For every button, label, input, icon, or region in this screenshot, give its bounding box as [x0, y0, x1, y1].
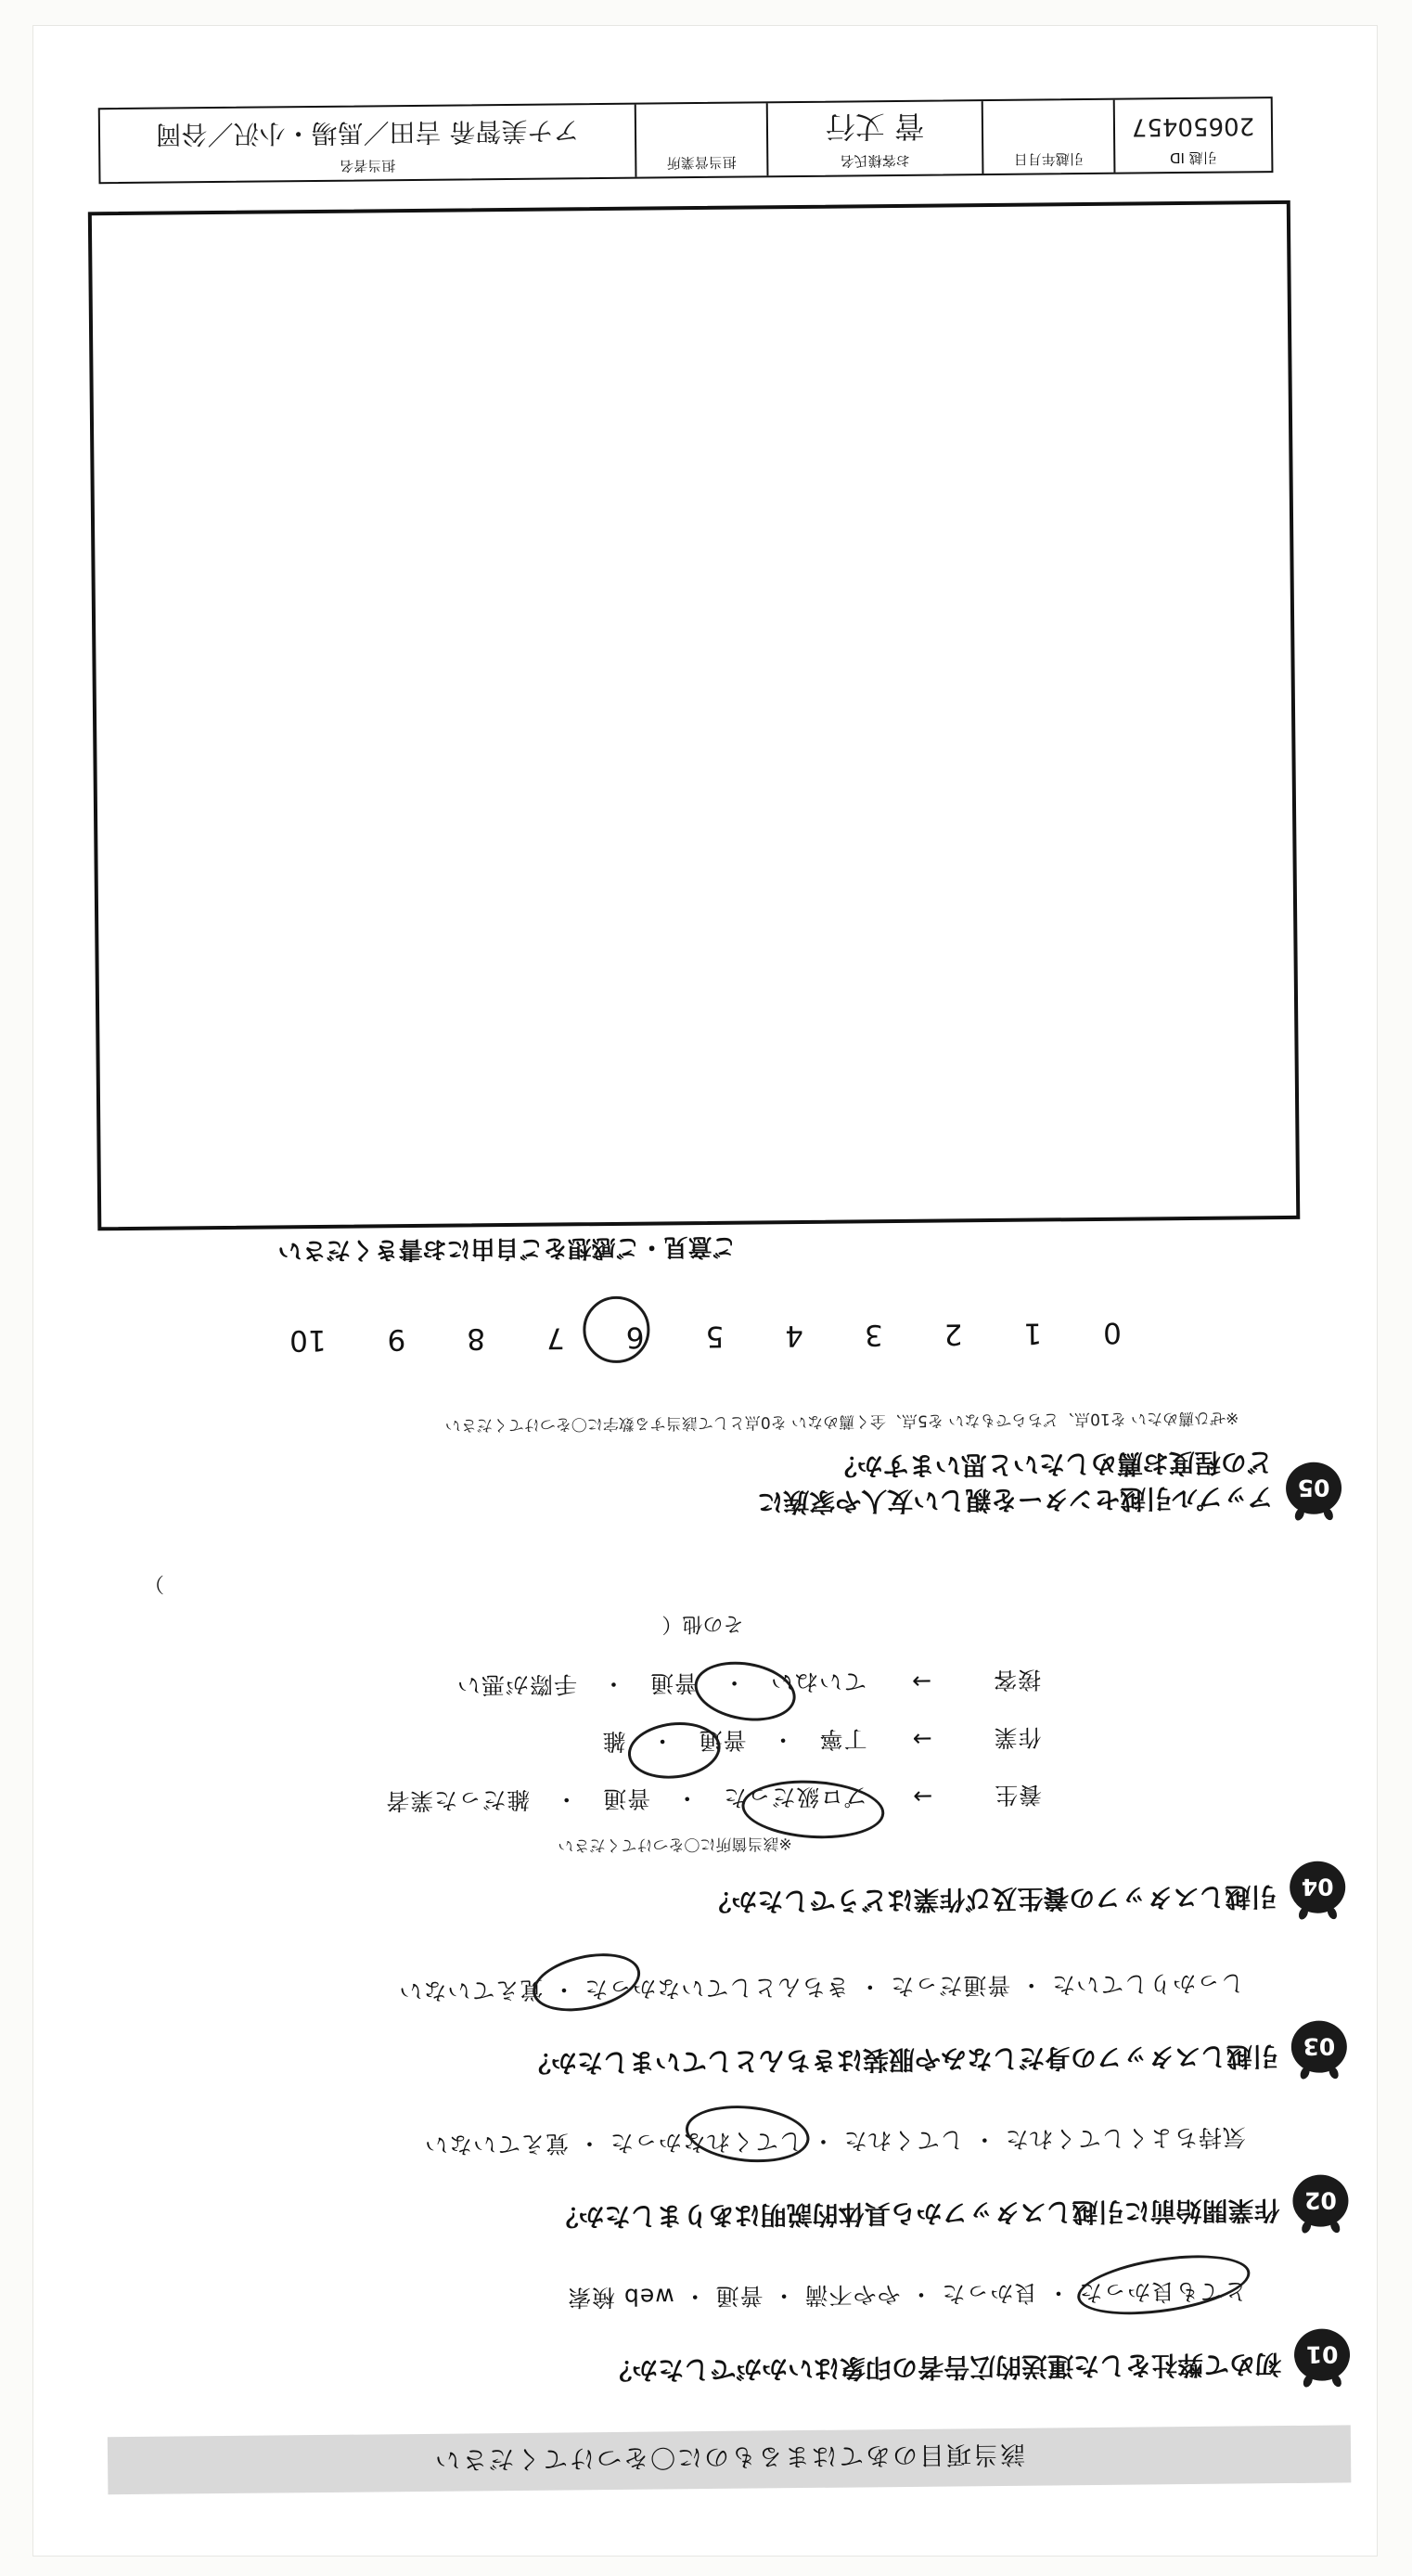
footer-value-date [983, 100, 1113, 148]
option-01-0[interactable]: とても良かった [1078, 2277, 1248, 2307]
nps-value-10[interactable]: 10 [289, 1322, 327, 1358]
comment-label: ご意見・ご感想をご自由にお書きください [277, 1231, 737, 1265]
question-note-05: ※ぜひ薦めたい を10点、どちらでもない を5点、全く薦めない を0点として該当する数字に〇をつけてください [444, 1408, 1239, 1436]
q4-row-2: 接客 → ていねい ・ 普通 ・ 手際が悪い [37, 1665, 1041, 1707]
footer-label-customer: お客様氏名 [840, 151, 910, 170]
nps-value-5[interactable]: 5 [705, 1319, 725, 1353]
footer-value-branch [636, 103, 766, 151]
question-block-05 [34, 1407, 1379, 1526]
footer-label-staff: 担当者名 [340, 157, 396, 174]
question-text-04: 引越しスタッフの養生及び作業はどうでしたか？ [705, 1881, 1277, 1918]
q4-row-label-2: 接客 [992, 1666, 1042, 1694]
question-badge-04: 04 [1290, 1861, 1346, 1913]
option-02-0[interactable]: 気持ちよくしてくれた [1004, 2123, 1246, 2153]
q4-opt-0-0[interactable]: プロ級だった [723, 1783, 868, 1811]
question-text-01: 初めて弊社をした運送的広告者の印象はいかがでしたか？ [605, 2349, 1282, 2387]
footer-table [98, 97, 1274, 184]
footer-label-branch: 担当営業所 [666, 153, 737, 172]
footer-label-date: 引越年月日 [1013, 150, 1084, 168]
q4-row-1: 作業 → 丁寧 ・ 普通 ・ 雑 [38, 1722, 1042, 1765]
q4-opt-2-0[interactable]: ていねい [769, 1668, 867, 1696]
nps-value-2[interactable]: 2 [943, 1317, 963, 1351]
option-01-3[interactable]: 普通 [714, 2282, 764, 2310]
footer-cell-customer [766, 101, 982, 175]
header-instruction-text: 該当項目のあてはまるものに〇をつけてください [432, 2440, 1026, 2475]
q4-opt-0-2[interactable]: 雑だった業者 [385, 1785, 531, 1815]
question-note-04: ※該当箇所に〇をつけてください [558, 1834, 792, 1855]
arrow-icon-0: → [912, 1784, 933, 1811]
arrow-icon-2: → [910, 1668, 932, 1696]
question-block-03 [40, 1966, 1384, 2085]
nps-value-9[interactable]: 9 [387, 1322, 406, 1357]
q4-row-label-0: 養生 [994, 1781, 1043, 1810]
footer-value-staff: アナ美智希 吉田／馬場・小沢／谷岡 [155, 115, 580, 151]
question-badge-01: 01 [1294, 2328, 1351, 2381]
question-badge-05: 05 [1286, 1462, 1342, 1514]
q4-opt-1-0[interactable]: 丁寧 [818, 1725, 867, 1753]
option-03-1[interactable]: 普通だった [890, 1971, 1011, 2001]
question-block-04 [36, 1559, 1383, 1926]
question-text-02: 作業開始前に引越しスタッフから具体的説明はありましたか？ [552, 2195, 1280, 2233]
option-02-1[interactable]: してくれた [842, 2126, 965, 2155]
option-03-3[interactable]: 覚えていない [398, 1976, 544, 2005]
question-options-03: しっかりしていた ・ 普通だった ・ きちんとしていなかった ・ 覚えていない [398, 1969, 1245, 2005]
option-01-4[interactable]: web 検索 [566, 2283, 674, 2312]
nps-value-4[interactable]: 4 [785, 1318, 804, 1353]
footer-cell-date [982, 100, 1114, 174]
option-03-0[interactable]: しっかりしていた [1051, 1969, 1245, 1999]
option-01-2[interactable]: やや不満 [803, 2281, 901, 2310]
paper-sheet [33, 26, 1377, 2556]
q4-other-text: その他（ [661, 1611, 744, 1636]
q4-row-label-1: 作業 [993, 1723, 1042, 1752]
question-text-03: 引越しスタッフの身だしなみや服装はきちんとしていましたか？ [524, 2041, 1279, 2079]
q4-opt-2-1[interactable]: 普通 [648, 1669, 699, 1697]
q4-row-0: 養生 → プロ級だった ・ 普通 ・ 雑だった業者 [38, 1780, 1042, 1823]
option-03-2[interactable]: きちんとしていなかった [584, 1973, 850, 2003]
footer-value-customer: 菅 丈行 [825, 108, 925, 145]
option-02-2[interactable]: してくれなかった [609, 2128, 803, 2157]
question-badge-02: 02 [1292, 2174, 1349, 2227]
arrow-icon-1: → [911, 1726, 932, 1754]
footer-cell-branch [635, 103, 767, 176]
question-badge-03: 03 [1291, 2020, 1348, 2073]
nps-scale-row [33, 1313, 1377, 1359]
question-options-02: 気持ちよくしてくれた ・ してくれた ・ してくれなかった ・ 覚えていない [423, 2123, 1246, 2158]
footer-label-id: 引越 ID [1169, 148, 1217, 167]
nps-value-6[interactable]: 6 [625, 1320, 645, 1354]
q4-opt-0-1[interactable]: 普通 [602, 1784, 651, 1813]
q4-other-label [36, 1604, 1380, 1646]
nps-value-1[interactable]: 1 [1023, 1316, 1043, 1350]
q4-opt-1-2[interactable]: 雑 [601, 1727, 626, 1756]
question-block-01 [43, 2274, 1387, 2393]
question-text-05: アップル引越センターを親しい友人や家族に どの程度お薦めしたいと思いますか？ [757, 1447, 1274, 1518]
header-instruction-band [108, 2425, 1352, 2494]
nps-value-3[interactable]: 3 [864, 1318, 883, 1352]
q4-other-close: ） [143, 1571, 165, 1595]
footer-value-id: 20650457 [1131, 111, 1255, 142]
comment-box[interactable] [88, 200, 1300, 1230]
nps-value-8[interactable]: 8 [467, 1321, 486, 1356]
option-01-1[interactable]: 良かった [941, 2279, 1038, 2308]
question-block-02 [42, 2120, 1386, 2239]
nps-value-7[interactable]: 7 [546, 1320, 565, 1355]
footer-cell-id [1113, 98, 1272, 173]
option-02-3[interactable]: 覚えていない [423, 2130, 570, 2158]
nps-value-0[interactable]: 0 [1102, 1315, 1123, 1349]
q4-opt-2-2[interactable]: 手際が悪い [456, 1670, 578, 1699]
footer-cell-staff [100, 105, 635, 183]
q4-opt-1-1[interactable]: 普通 [698, 1726, 747, 1755]
question-options-01: とても良かった ・ 良かった ・ やや不満 ・ 普通 ・ web 検索 [566, 2277, 1248, 2312]
